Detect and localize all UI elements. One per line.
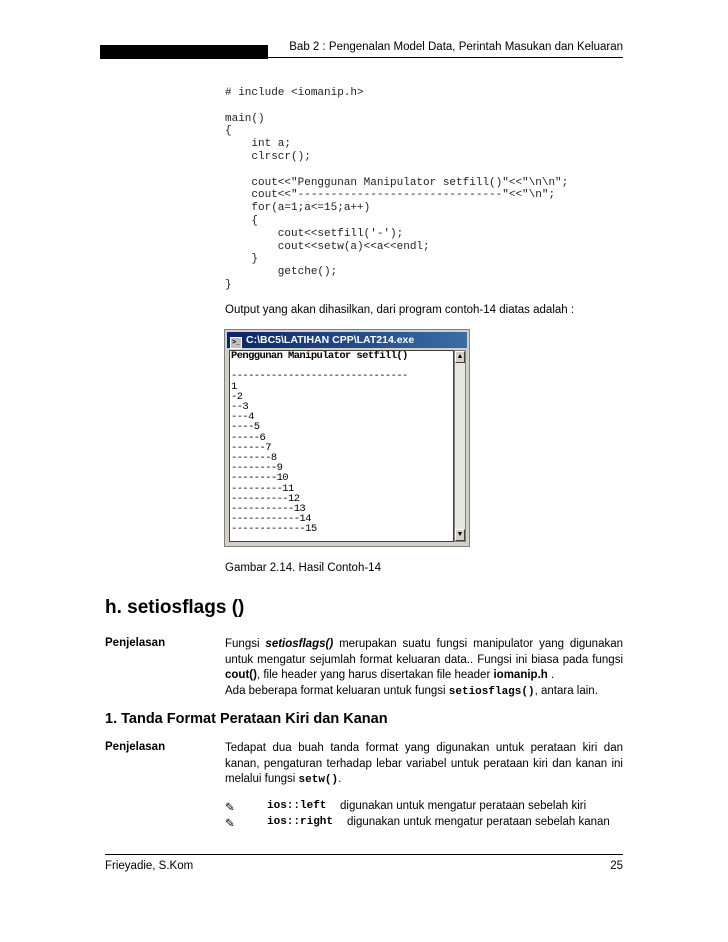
bullet-ios-left <box>225 800 625 814</box>
console-line: --3 <box>231 401 249 414</box>
console-line: ---------11 <box>231 482 294 495</box>
setiosflags-paragraph: Fungsi setiosflags() merupakan suatu fungsi manipulator yang digunakan untuk mengatur sejumlah format keluaran data.. Fungsi ini biasa pada fungsi cout(), file header yang harus disertakan file header iomanip.h . Ada beberapa format keluaran untuk fungsi setiosflags(), antara lain. <box>225 638 624 698</box>
ios-left-code: ios::left <box>267 800 327 812</box>
console-line: -----------13 <box>231 503 306 516</box>
console-line: --------9 <box>231 462 283 475</box>
chapter-header: Bab 2 : Pengenalan Model Data, Perintah Masukan dan Keluaran <box>289 41 623 53</box>
console-heading-line: Penggunan Manipulator setfill() <box>231 350 408 362</box>
console-line: ----------12 <box>231 492 300 505</box>
footer-rule <box>105 854 623 855</box>
pencil-bullet-icon: ✎ <box>225 802 235 814</box>
console-title: C:\BC5\LATIHAN CPP\LAT214.exe <box>246 334 415 346</box>
header-bar <box>100 45 268 59</box>
console-line: ------7 <box>231 441 271 454</box>
console-line: ---4 <box>231 411 254 424</box>
cout-term: cout() <box>225 669 257 681</box>
console-line: -----6 <box>231 431 266 444</box>
subsection-title: 1. Tanda Format Perataan Kiri dan Kanan <box>105 711 388 727</box>
ios-right-desc: digunakan untuk mengatur perataan sebelah kanan <box>347 816 610 828</box>
console-line: -2 <box>231 390 243 403</box>
console-scrollbar[interactable] <box>454 350 466 542</box>
header-rule <box>268 57 623 58</box>
console-text <box>230 351 453 535</box>
footer-author: Frieyadie, S.Kom <box>105 860 194 872</box>
pencil-bullet-icon: ✎ <box>225 818 235 830</box>
penjelasan-label-2: Penjelasan <box>105 741 166 753</box>
scroll-down-arrow-icon[interactable]: ▼ <box>455 529 465 541</box>
console-line: ----5 <box>231 421 260 434</box>
output-intro: Output yang akan dihasilkan, dari program contoh-14 diatas adalah : <box>225 304 575 316</box>
console-output <box>229 350 454 542</box>
scroll-up-arrow-icon[interactable]: ▲ <box>455 351 465 363</box>
bullet-ios-right <box>225 816 625 830</box>
setiosflags-code: setiosflags() <box>448 685 535 698</box>
alignment-paragraph: Tedapat dua buah tanda format yang digunakan untuk perataan kiri dan kanan, pengaturan terhadap lebar variabel untuk perataan kiri dan kanan ini melalui fungsi setw(). <box>225 742 623 786</box>
console-line: -------8 <box>231 452 277 465</box>
console-line: -------------15 <box>231 523 317 536</box>
console-app-icon: >_ <box>230 337 242 349</box>
section-title-setiosflags: h. setiosflags () <box>105 597 245 618</box>
figure-caption: Gambar 2.14. Hasil Contoh-14 <box>225 562 381 574</box>
ios-left-desc: digunakan untuk mengatur perataan sebelah kiri <box>340 800 587 812</box>
iomanip-term: iomanip.h <box>493 669 548 681</box>
console-window <box>224 329 470 547</box>
console-line: --------10 <box>231 472 289 485</box>
ios-right-code: ios::right <box>267 816 334 828</box>
console-line: ------------14 <box>231 513 311 526</box>
setiosflags-term: setiosflags() <box>265 638 334 650</box>
penjelasan-label: Penjelasan <box>105 637 166 649</box>
console-titlebar <box>227 332 467 348</box>
console-line: ------------------------------- <box>231 370 408 383</box>
setw-code: setw() <box>298 774 339 786</box>
code-listing: # include <iomanip.h> main() { int a; clrscr(); cout<<"Penggunan Manipulator setfill()"<<"\n\n"; cout<<"-------------------------------"<<"\n"; for(a=1;a<=15;a++) { cout<<setfill('-'); cout<<setw(a)<<a<<endl; } getche(); } <box>225 87 569 291</box>
page-number: 25 <box>610 860 623 872</box>
console-line: 1 <box>231 380 237 393</box>
